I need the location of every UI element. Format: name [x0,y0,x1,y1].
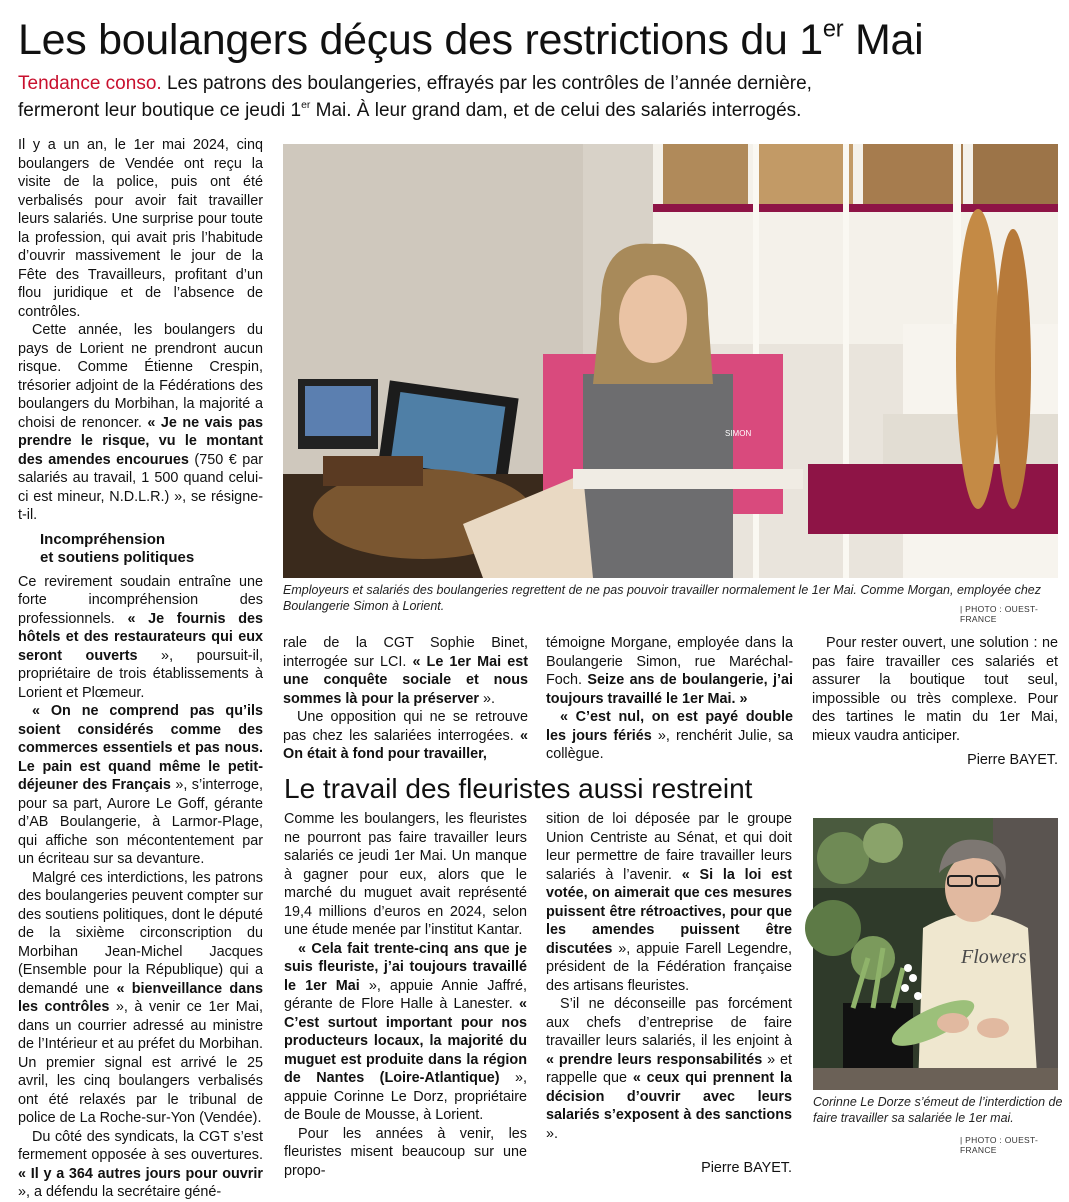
bakery-photo [283,144,1058,578]
lede: Tendance conso. Les patrons des boulangeries, effrayés par les contrôles de l’année dernière, fermeront leur boutique ce jeudi 1er Mai. À leur grand dam, et de celui des salariés interrogés. [18,73,812,121]
paragraph: sition de loi déposée par le groupe Union Centriste au Sénat, et qui doit leur permettre de faire travailler leurs salariés à l’avenir. « Si la loi est votée, on aimerait que ces mesures puissent être rétroactives, pour que les amendes puissent être discutées », appuie Farell Legendre, président de la Fédération française des artisans fleuristes. [546,811,792,994]
byline: Pierre BAYET. [701,1160,792,1176]
bakery-illustration [283,144,1058,578]
secondary-headline: Le travail des fleuristes aussi restreint [284,773,753,804]
paragraph: Cette année, les boulangers du pays de Lorient ne prendront aucun risque. Comme Étienne Crespin, trésorier adjoint de la Fédérations des boulangers du Morbihan, la majorité a choisi de renoncer. « Je ne vais pas prendre le risque, vu le montant des amendes encourues (750 € par salariés au travail, 1 500 quand celui-ci est mineur, N.D.L.R.) », se résigne-t-il. [18,322,263,523]
florist-column-2 [546,810,792,1178]
paragraph: « C’est nul, on est payé double les jours fériés », renchérit Julie, sa collègue. [546,709,793,762]
article-column-1 [18,136,263,1202]
paragraph: Malgré ces interdictions, les patrons des boulangeries peuvent compter sur des soutiens politiques, dont le député de la sixième circonscription du Morbihan Jean-Michel Jacques (Ensemble pour la République) qui a demandé une « bienveillance dans les contrôles », à venir ce 1er Mai, dans un courrier adressé au ministre de l’Intérieur et au préfet du Morbihan. Un premier signal est arrivé le 25 avril, les cinq boulangers verbalisés ont été relaxés par le tribunal de police de La Roche-sur-Yon (Vendée). [18,869,263,1126]
article-column-4 [812,634,1058,770]
apron-logo: SIMON [725,429,752,438]
headline: Les boulangers déçus des restrictions du 1er Mai [18,16,924,64]
paragraph: Ce revirement soudain entraîne une forte incompréhension des professionnels. « Je fournis des hôtels et des restaurateurs qui eux seront ouverts », poursuit-il, propriétaire de trois établissements à Lorient et Plœmeur. [18,573,263,701]
paragraph: Il y a un an, le 1er mai 2024, cinq boulangers de Vendée ont reçu la visite de la police, puis ont été verbalisés pour avoir fait travailler leurs salariés. Une surprise pour toute la profession, qui avait pris l’habitude d’ouvrir massivement le jour de la Fête des Travailleurs, profitant d’un flou juridique et de l’absence de contrôles. [18,137,263,320]
article-column-3 [546,634,793,764]
florist-column-1 [284,810,527,1180]
bakery-photo-credit: | PHOTO : OUEST-FRANCE [960,604,1039,624]
paragraph: témoigne Morgane, employée dans la Boulangerie Simon, rue Maréchal-Foch. Seize ans de boulangerie, j’ai toujours travaillé le 1er Mai. » [546,635,793,707]
paragraph: « Cela fait trente-cinq ans que je suis fleuriste, j’ai toujours travaillé le 1er Mai », appuie Annie Jaffré, gérante de Flore Halle à Lanester. « C’est surtout important pour nos producteurs locaux, la majorité du muguet est produite dans la région de Nantes (Loire-Atlantique) », appuie Corinne Le Dorz, propriétaire de Boule de Mousse, à Lorient. [284,940,527,1123]
bakery-photo-caption: Employeurs et salariés des boulangeries regrettent de ne pas pouvoir travailler normalement le 1er Mai. Comme Morgan, employée chez Boulangerie Simon à Lorient. [283,583,1042,613]
florist-photo-credit: | PHOTO : OUEST-FRANCE [960,1135,1039,1155]
kicker: Tendance conso. [18,73,162,94]
paragraph: Pour les années à venir, les fleuristes misent beaucoup sur une propo- [284,1125,527,1179]
shirt-print: Flowers [961,946,1027,968]
paragraph: rale de la CGT Sophie Binet, interrogée sur LCI. « Le 1er Mai est une conquête sociale et nous sommes là pour la préserver ». [283,635,528,707]
florist-illustration [813,818,1058,1090]
section-subhead: Incompréhension et soutiens politiques [40,530,195,566]
paragraph: Pour rester ouvert, une solution : ne pas faire travailler ces salariés et assurer la boutique tout seul, impossible ou très complexe. Pour des tartines le matin du 1er Mai, mieux vaudra anticiper. [812,635,1058,744]
paragraph: « On ne comprend pas qu’ils soient considérés comme des commerces essentiels et pas nous. Le pain est quand même le petit-déjeuner des Français », s’interroge, pour sa part, Aurore Le Goff, gérante d’AB Boulangerie, à Larmor-Plage, qui affiche son mécontentement par un écriteau sur sa devanture. [18,703,263,867]
paragraph: Comme les boulangers, les fleuristes ne pourront pas faire travailler leurs salariés ce jeudi 1er Mai. Un manque à gagner pour eux, alors que le marché du muguet avait représenté 19,4 millions d’euros en 2024, selon une étude menée par l’institut Kantar. [284,811,527,938]
byline: Pierre BAYET. [967,752,1058,768]
article-column-2 [283,634,528,764]
paragraph: S’il ne déconseille pas forcément aux chefs d’entreprise de faire travailler leurs salariés, il les enjoint à « prendre leurs responsabilités » et rappelle que « ceux qui prennent la décision d’ouvrir avec leurs salariés s’exposent à des sanctions ». [546,996,792,1142]
florist-photo-caption: Corinne Le Dorze s’émeut de l’interdiction de faire travailler sa salariée le 1er mai. [813,1095,1063,1125]
paragraph: Du côté des syndicats, la CGT s’est fermement opposée à ses ouvertures. « Il y a 364 autres jours pour ouvrir », a défendu la secrétaire géné- [18,1128,263,1200]
florist-photo [813,818,1058,1090]
paragraph: Une opposition qui ne se retrouve pas chez les salariées interrogées. « On était à fond pour travailler, [283,709,528,762]
